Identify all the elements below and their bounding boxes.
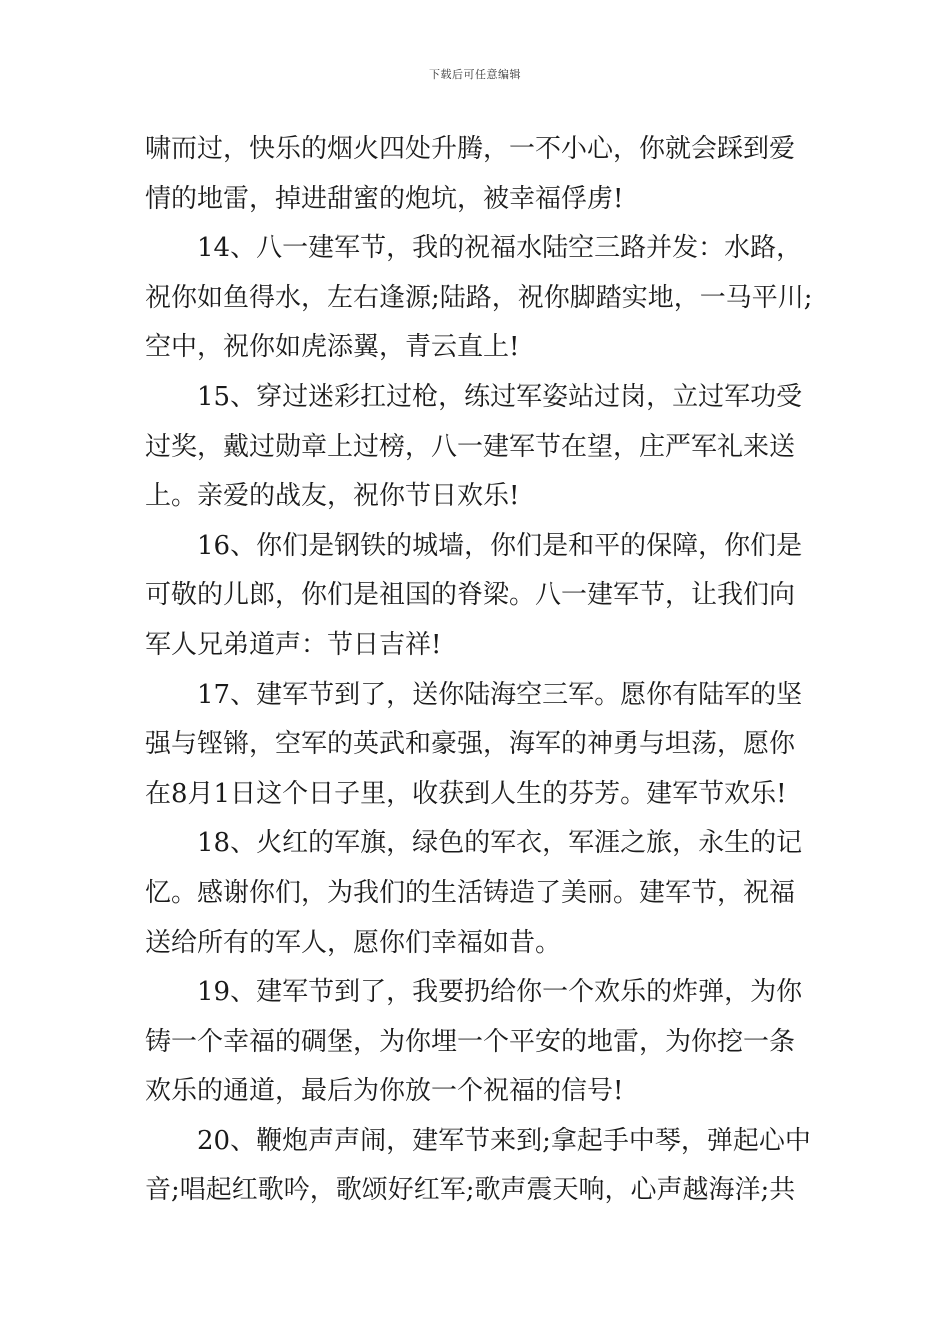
paragraph <box>145 1117 815 1216</box>
text-line: 空中，祝你如虎添翼，青云直上! <box>145 332 520 363</box>
text-line: 过奖，戴过勋章上过榜，八一建军节在望，庄严军礼来送 <box>145 431 796 462</box>
paragraph <box>145 819 815 968</box>
page-header: 下载后可任意编辑 <box>429 68 521 81</box>
text-line: 可敬的儿郎，你们是祖国的脊梁。八一建军节，让我们向 <box>145 580 796 611</box>
text-line: 欢乐的通道，最后为你放一个祝福的信号! <box>145 1076 624 1107</box>
text-line: 啸而过，快乐的烟火四处升腾，一不小心，你就会踩到爱 <box>145 134 796 164</box>
text-line: 送给所有的军人，愿你们幸福如昔。 <box>145 927 562 958</box>
text-line: 14、八一建军节，我的祝福水陆空三路并发：水路， <box>197 233 803 264</box>
text-line: 铸一个幸福的碉堡，为你埋一个平安的地雷，为你挖一条 <box>145 1026 796 1057</box>
text-line: 祝你如鱼得水，左右逢源;陆路，祝你脚踏实地，一马平川; <box>145 282 813 313</box>
paragraph <box>145 968 815 1117</box>
document-body <box>145 125 815 1216</box>
paragraph <box>145 224 815 373</box>
text-line: 16、你们是钢铁的城墙，你们是和平的保障，你们是 <box>197 530 803 561</box>
text-line: 15、穿过迷彩扛过枪，练过军姿站过岗，立过军功受 <box>197 381 803 412</box>
paragraph <box>145 125 815 224</box>
text-line: 音;唱起红歌吟，歌颂好红军;歌声震天响，心声越海洋;共 <box>145 1175 796 1206</box>
text-line: 军人兄弟道声：节日吉祥! <box>145 629 442 660</box>
text-line: 上。亲爱的战友，祝你节日欢乐! <box>145 481 520 512</box>
paragraph <box>145 522 815 671</box>
text-line: 强与铿锵，空军的英武和豪强，海军的神勇与坦荡，愿你 <box>145 729 796 760</box>
text-line: 19、建军节到了，我要扔给你一个欢乐的炸弹，为你 <box>197 977 803 1008</box>
text-line: 20、鞭炮声声闹，建军节来到;拿起手中琴，弹起心中 <box>197 1125 811 1156</box>
text-line: 17、建军节到了，送你陆海空三军。愿你有陆军的坚 <box>197 679 803 710</box>
paragraph <box>145 671 815 820</box>
text-line: 18、火红的军旗，绿色的军衣，军涯之旅，永生的记 <box>197 828 803 859</box>
text-line: 情的地雷，掉进甜蜜的炮坑，被幸福俘虏! <box>145 183 624 214</box>
paragraph <box>145 373 815 522</box>
text-line: 在8月1日这个日子里，收获到人生的芬芳。建军节欢乐! <box>145 778 787 809</box>
text-line: 忆。感谢你们，为我们的生活铸造了美丽。建军节，祝福 <box>145 877 796 908</box>
